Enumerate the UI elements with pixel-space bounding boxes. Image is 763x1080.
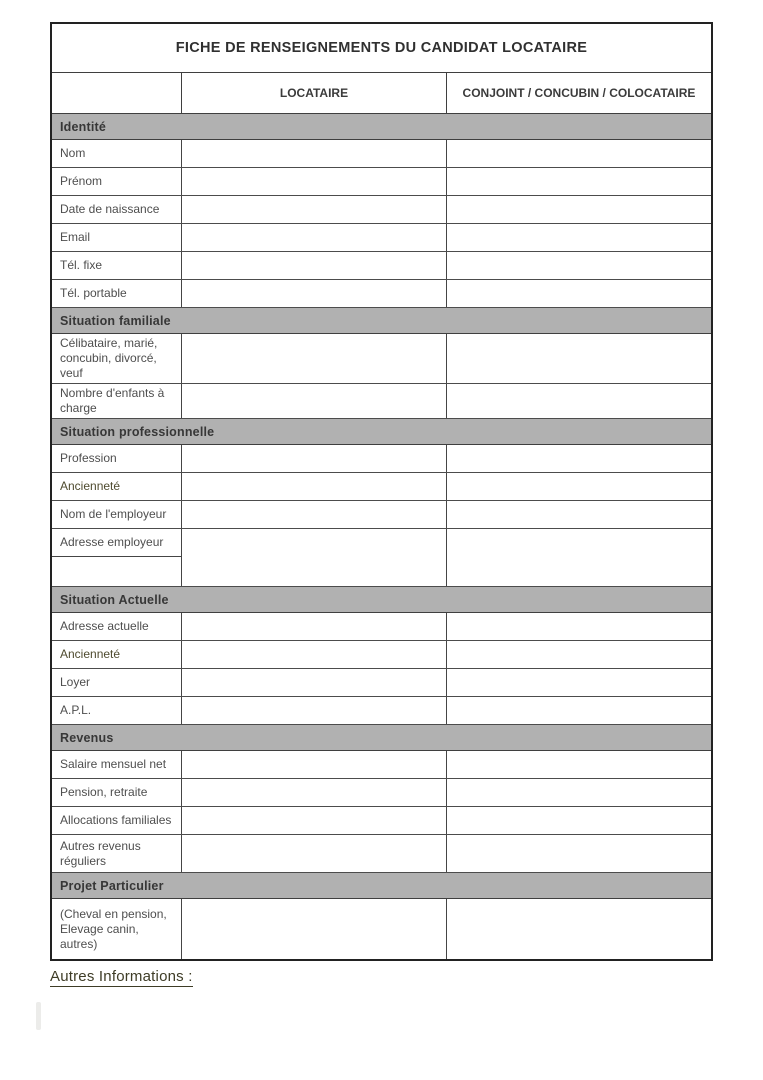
nom-locataire-cell[interactable] xyxy=(182,140,447,167)
table-row-pension-retraite xyxy=(52,779,711,807)
row-label-prenom: Prénom xyxy=(52,168,182,195)
projet-conjoint-cell[interactable] xyxy=(447,899,711,959)
row-label-autres-revenus: Autres revenus réguliers xyxy=(52,835,182,872)
adresse-actuelle-conjoint-cell[interactable] xyxy=(447,613,711,640)
date-naissance-conjoint-cell[interactable] xyxy=(447,196,711,223)
statut-marital-locataire-cell[interactable] xyxy=(182,334,447,383)
table-row-date-naissance xyxy=(52,196,711,224)
row-label-adresse-actuelle: Adresse actuelle xyxy=(52,613,182,640)
loyer-locataire-cell[interactable] xyxy=(182,669,447,696)
table-row-profession xyxy=(52,445,711,473)
table-row-adresse-actuelle xyxy=(52,613,711,641)
anciennete-pro-locataire-cell[interactable] xyxy=(182,473,447,500)
projet-locataire-cell[interactable] xyxy=(182,899,447,959)
table-row-prenom xyxy=(52,168,711,196)
row-label-apl: A.P.L. xyxy=(52,697,182,724)
email-conjoint-cell[interactable] xyxy=(447,224,711,251)
column-header-locataire: LOCATAIRE xyxy=(182,73,447,113)
adresse-employeur-label-stack xyxy=(52,529,182,586)
allocations-locataire-cell[interactable] xyxy=(182,807,447,834)
table-row-anciennete-logement xyxy=(52,641,711,669)
row-label-nom-employeur: Nom de l'employeur xyxy=(52,501,182,528)
row-label-email: Email xyxy=(52,224,182,251)
section-header-revenus: Revenus xyxy=(52,725,711,751)
salaire-locataire-cell[interactable] xyxy=(182,751,447,778)
row-label-tel-portable: Tél. portable xyxy=(52,280,182,307)
row-label-salaire: Salaire mensuel net xyxy=(52,751,182,778)
row-label-empty xyxy=(52,557,181,586)
statut-marital-conjoint-cell[interactable] xyxy=(447,334,711,383)
table-row-tel-fixe xyxy=(52,252,711,280)
table-row-statut-marital xyxy=(52,334,711,384)
row-label-enfants-charge: Nombre d'enfants à charge xyxy=(52,384,182,418)
tel-portable-conjoint-cell[interactable] xyxy=(447,280,711,307)
table-row-nom xyxy=(52,140,711,168)
email-locataire-cell[interactable] xyxy=(182,224,447,251)
tel-portable-locataire-cell[interactable] xyxy=(182,280,447,307)
row-label-projet: (Cheval en pension, Elevage canin, autres) xyxy=(52,899,182,959)
nom-employeur-locataire-cell[interactable] xyxy=(182,501,447,528)
table-row-projet xyxy=(52,899,711,959)
anciennete-logement-conjoint-cell[interactable] xyxy=(447,641,711,668)
date-naissance-locataire-cell[interactable] xyxy=(182,196,447,223)
adresse-employeur-conjoint-cell[interactable] xyxy=(447,529,711,586)
column-header-empty xyxy=(52,73,182,113)
table-row-nom-employeur xyxy=(52,501,711,529)
scan-artifact xyxy=(36,1002,41,1030)
autres-revenus-conjoint-cell[interactable] xyxy=(447,835,711,872)
tenant-form-table xyxy=(50,22,713,961)
tel-fixe-conjoint-cell[interactable] xyxy=(447,252,711,279)
table-row-enfants-charge xyxy=(52,384,711,419)
prenom-conjoint-cell[interactable] xyxy=(447,168,711,195)
table-row-apl xyxy=(52,697,711,725)
table-row-loyer xyxy=(52,669,711,697)
autres-revenus-locataire-cell[interactable] xyxy=(182,835,447,872)
section-header-situation-familiale: Situation familiale xyxy=(52,308,711,334)
row-label-loyer: Loyer xyxy=(52,669,182,696)
table-row-adresse-employeur xyxy=(52,529,711,587)
table-row-autres-revenus xyxy=(52,835,711,873)
prenom-locataire-cell[interactable] xyxy=(182,168,447,195)
table-row-salaire xyxy=(52,751,711,779)
column-header-conjoint: CONJOINT / CONCUBIN / COLOCATAIRE xyxy=(462,85,696,100)
profession-locataire-cell[interactable] xyxy=(182,445,447,472)
loyer-conjoint-cell[interactable] xyxy=(447,669,711,696)
table-row-allocations xyxy=(52,807,711,835)
row-label-allocations: Allocations familiales xyxy=(52,807,182,834)
table-row-anciennete-pro xyxy=(52,473,711,501)
row-label-nom: Nom xyxy=(52,140,182,167)
row-label-profession: Profession xyxy=(52,445,182,472)
adresse-actuelle-locataire-cell[interactable] xyxy=(182,613,447,640)
section-header-situation-professionnelle: Situation professionnelle xyxy=(52,419,711,445)
enfants-charge-locataire-cell[interactable] xyxy=(182,384,447,418)
form-title: FICHE DE RENSEIGNEMENTS DU CANDIDAT LOCATAIRE xyxy=(52,24,711,73)
enfants-charge-conjoint-cell[interactable] xyxy=(447,384,711,418)
autres-informations-label: Autres Informations : xyxy=(50,968,193,985)
row-label-date-naissance: Date de naissance xyxy=(52,196,182,223)
anciennete-logement-locataire-cell[interactable] xyxy=(182,641,447,668)
section-header-projet-particulier: Projet Particulier xyxy=(52,873,711,899)
salaire-conjoint-cell[interactable] xyxy=(447,751,711,778)
row-label-anciennete-logement: Ancienneté xyxy=(52,641,182,668)
row-label-tel-fixe: Tél. fixe xyxy=(52,252,182,279)
pension-retraite-conjoint-cell[interactable] xyxy=(447,779,711,806)
pension-retraite-locataire-cell[interactable] xyxy=(182,779,447,806)
row-label-adresse-employeur: Adresse employeur xyxy=(52,529,181,557)
anciennete-pro-conjoint-cell[interactable] xyxy=(447,473,711,500)
row-label-anciennete-pro: Ancienneté xyxy=(52,473,182,500)
row-label-pension-retraite: Pension, retraite xyxy=(52,779,182,806)
row-label-statut-marital: Célibataire, marié, concubin, divorcé, veuf xyxy=(52,334,182,383)
column-header-row xyxy=(52,73,711,114)
section-header-identite: Identité xyxy=(52,114,711,140)
tel-fixe-locataire-cell[interactable] xyxy=(182,252,447,279)
nom-employeur-conjoint-cell[interactable] xyxy=(447,501,711,528)
profession-conjoint-cell[interactable] xyxy=(447,445,711,472)
adresse-employeur-locataire-cell[interactable] xyxy=(182,529,447,586)
allocations-conjoint-cell[interactable] xyxy=(447,807,711,834)
nom-conjoint-cell[interactable] xyxy=(447,140,711,167)
table-row-email xyxy=(52,224,711,252)
table-row-tel-portable xyxy=(52,280,711,308)
section-header-situation-actuelle: Situation Actuelle xyxy=(52,587,711,613)
apl-locataire-cell[interactable] xyxy=(182,697,447,724)
apl-conjoint-cell[interactable] xyxy=(447,697,711,724)
